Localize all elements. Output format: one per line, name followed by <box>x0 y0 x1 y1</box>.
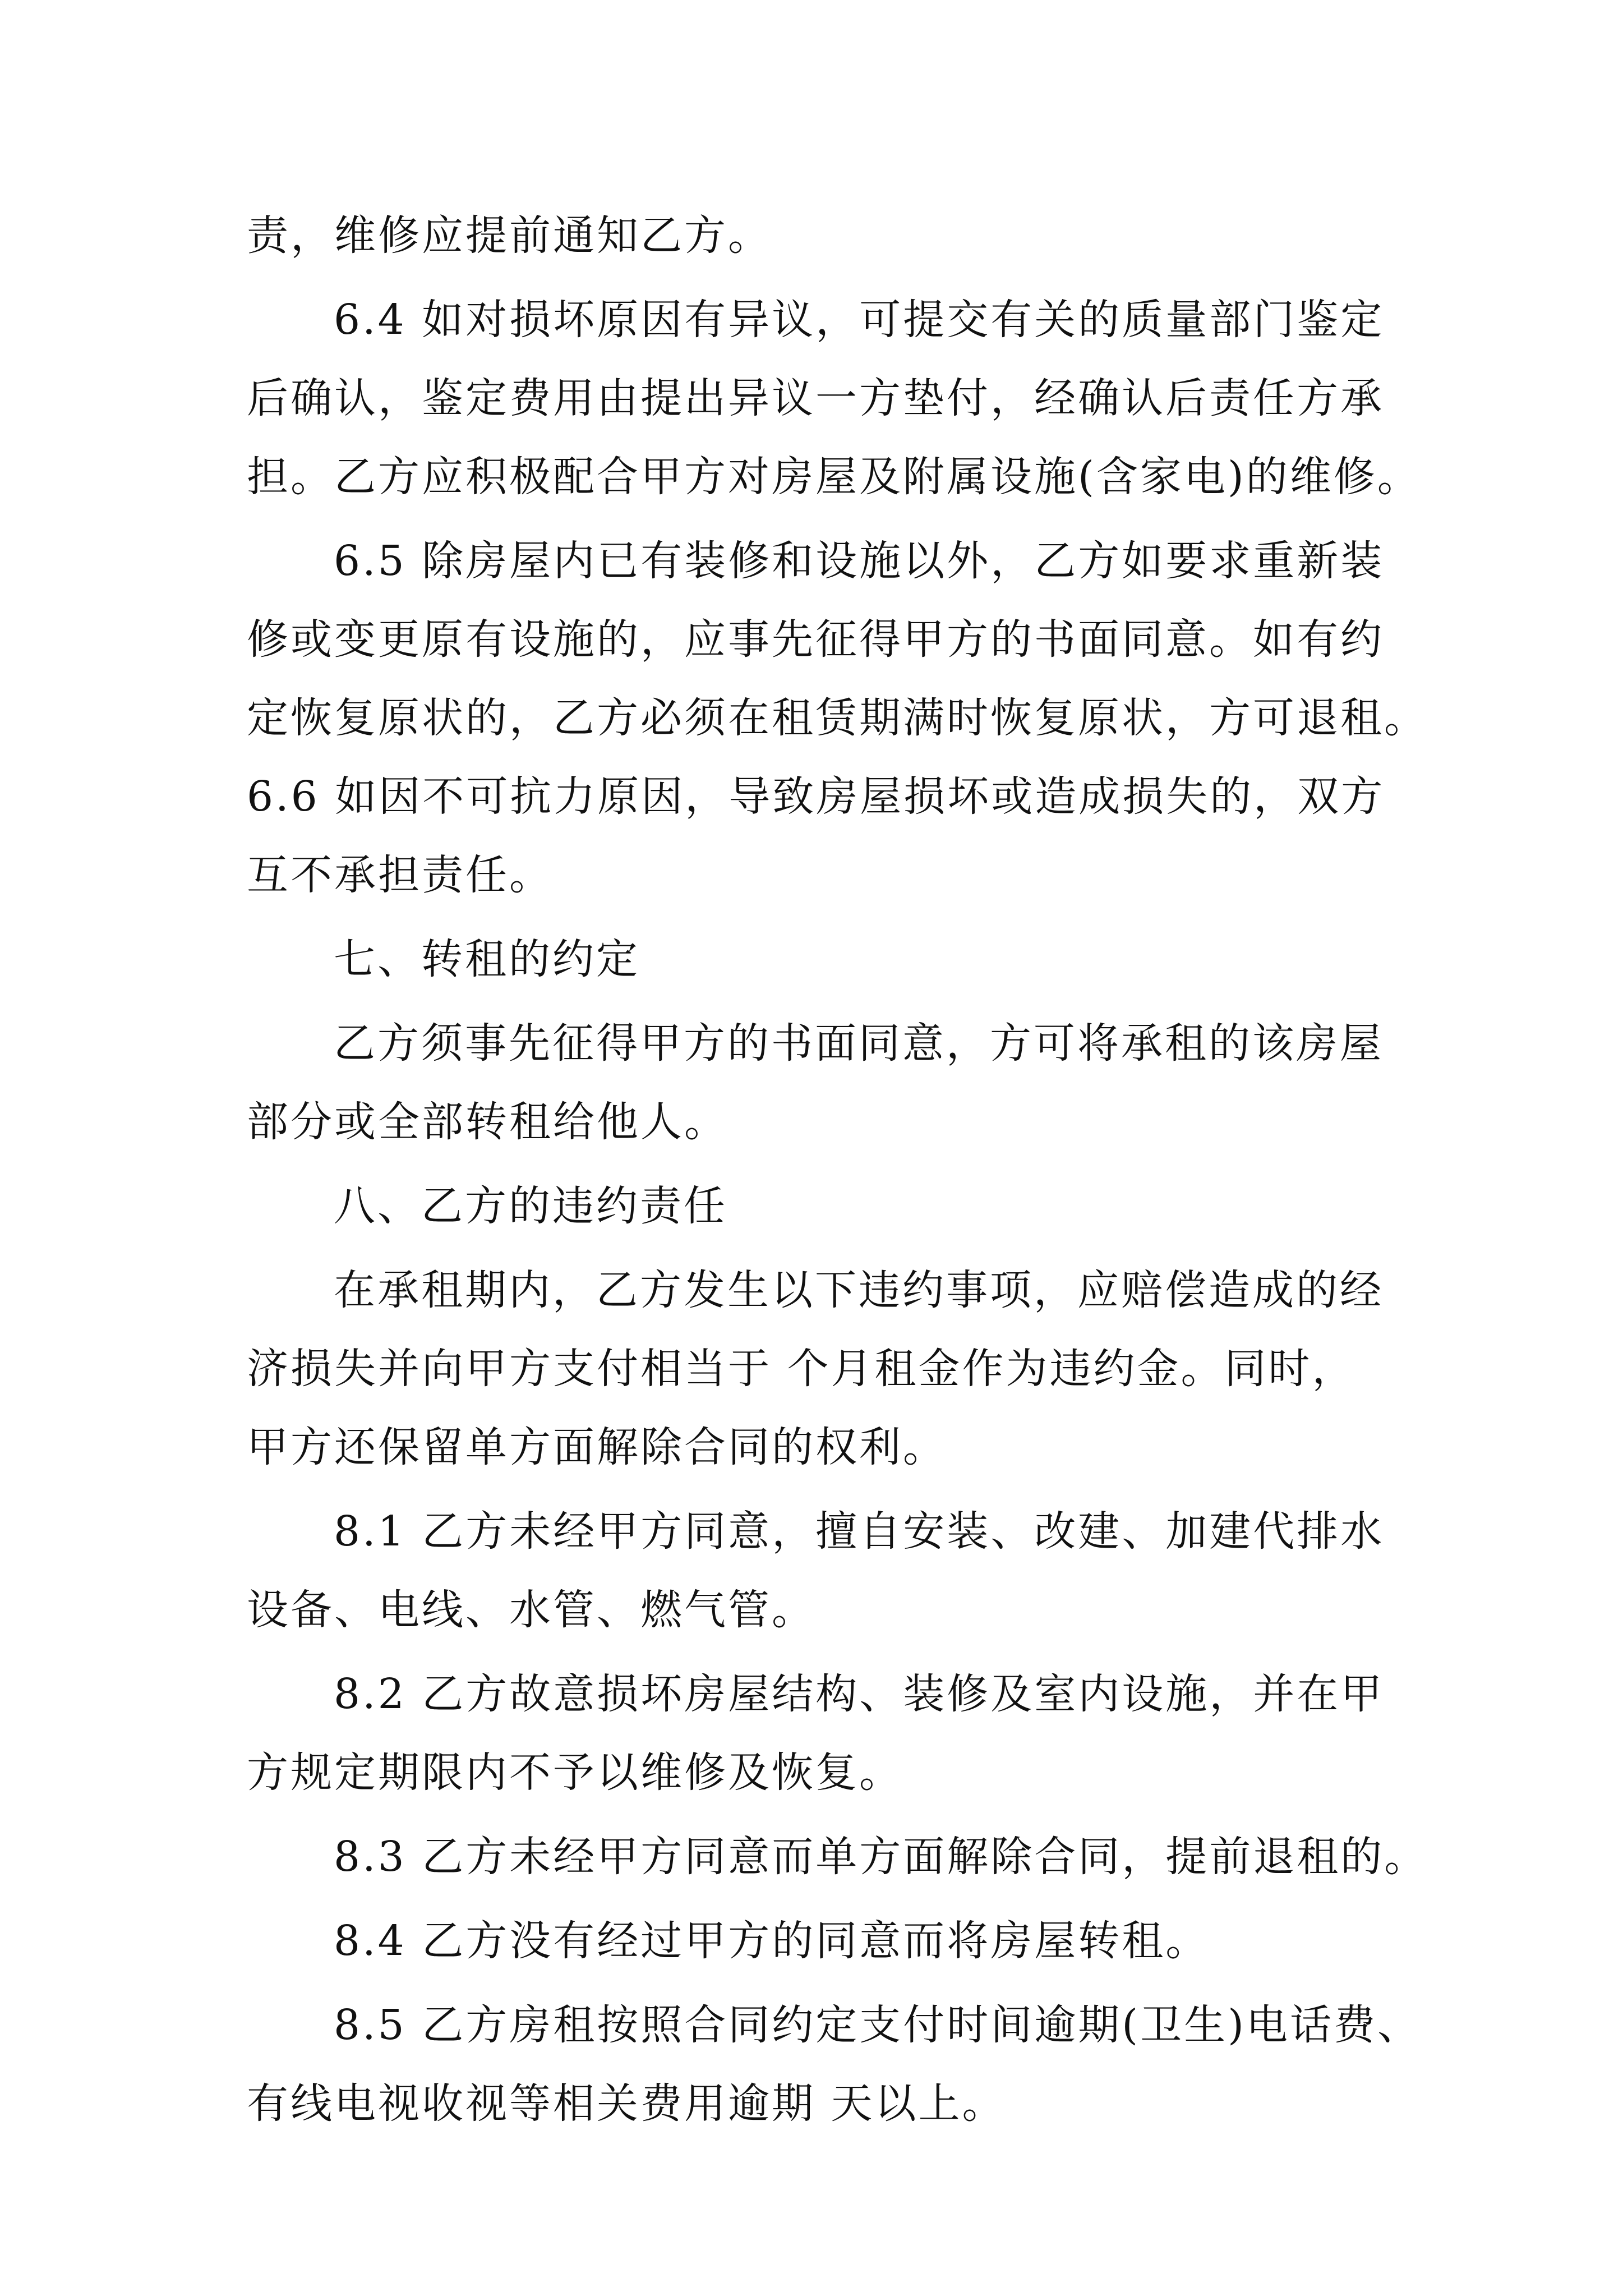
text-line: 责，维修应提前通知乙方。 <box>247 211 772 260</box>
clause-8-5: 8.5 乙方房租按照合同约定支付时间逾期(卫生)电话费、 <box>334 2001 1421 2049</box>
clause-8-4: 8.4 乙方没有经过甲方的同意而将房屋转租。 <box>334 1917 1210 1965</box>
section-heading-7: 七、转租的约定 <box>334 935 640 983</box>
clause-8-2: 8.2 乙方故意损坏房屋结构、装修及室内设施，并在甲 <box>334 1670 1385 1718</box>
text-line: 在承租期内，乙方发生以下违约事项，应赔偿造成的经 <box>334 1266 1384 1314</box>
clause-6-4: 6.4 如对损坏原因有异议，可提交有关的质量部门鉴定 <box>334 296 1385 344</box>
text-line: 互不承担责任。 <box>247 851 553 899</box>
text-line: 担。乙方应积极配合甲方对房屋及附属设施(含家电)的维修。 <box>247 453 1421 501</box>
text-line: 乙方须事先征得甲方的书面同意，方可将承租的该房屋 <box>334 1019 1384 1068</box>
text-line: 定恢复原状的，乙方必须在租赁期满时恢复原状，方可退租。 <box>247 694 1428 742</box>
text-line: 设备、电线、水管、燃气管。 <box>247 1586 815 1634</box>
clause-6-5: 6.5 除房屋内已有装修和设施以外，乙方如要求重新装 <box>334 537 1385 585</box>
text-line: 后确认，鉴定费用由提出异议一方垫付，经确认后责任方承 <box>247 374 1384 422</box>
clause-8-1: 8.1 乙方未经甲方同意，擅自安装、改建、加建代排水 <box>334 1507 1385 1556</box>
section-heading-8: 八、乙方的违约责任 <box>334 1182 727 1230</box>
text-line: 甲方还保留单方面解除合同的权利。 <box>247 1423 947 1471</box>
text-line: 济损失并向甲方支付相当于 个月租金作为违约金。同时， <box>247 1345 1356 1393</box>
clause-8-3: 8.3 乙方未经甲方同意而单方面解除合同，提前退租的。 <box>334 1833 1428 1881</box>
text-line: 方规定期限内不予以维修及恢复。 <box>247 1749 903 1797</box>
text-line: 修或变更原有设施的，应事先征得甲方的书面同意。如有约 <box>247 615 1384 664</box>
text-line: 有线电视收视等相关费用逾期 天以上。 <box>247 2079 1006 2128</box>
clause-6-6: 6.6 如因不可抗力原因，导致房屋损坏或造成损失的，双方 <box>247 772 1385 821</box>
text-line: 部分或全部转租给他人。 <box>247 1098 728 1146</box>
